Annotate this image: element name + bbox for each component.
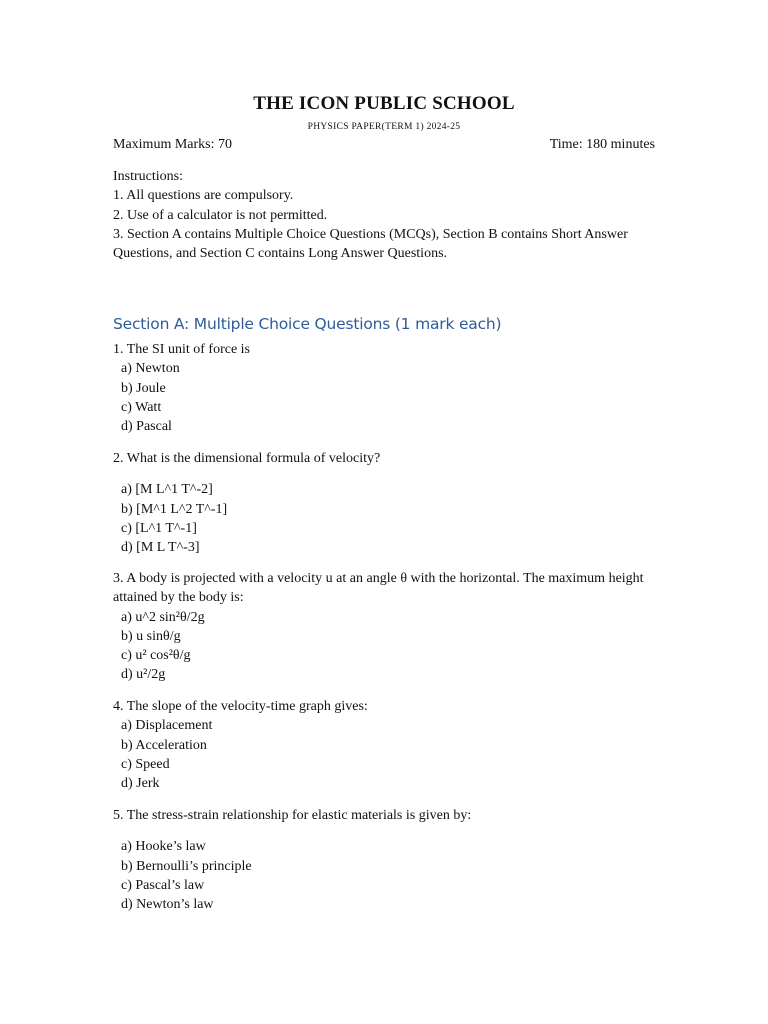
answer-option: a) Hooke’s law [121,839,206,855]
school-name: THE ICON PUBLIC SCHOOL [253,93,515,114]
question-text: 3. A body is projected with a velocity u at an angle θ with the horizontal. The maximum height attained by the body is: [113,571,644,606]
answer-option: b) u sinθ/g [121,628,181,644]
answer-option: d) Newton’s law [121,897,214,913]
section-a-heading: Section A: Multiple Choice Questions (1 mark each) [113,315,502,333]
paper-title: PHYSICS PAPER(TERM 1) 2024-25 [307,122,461,132]
time-allowed: Time: 180 minutes [549,137,655,152]
instruction-item: 2. Use of a calculator is not permitted. [113,207,328,223]
instructions-title: Instructions: [113,169,183,184]
answer-option: c) Speed [121,756,170,772]
maximum-marks: Maximum Marks: 70 [113,137,232,152]
instruction-item: 3. Section A contains Multiple Choice Questions (MCQs), Section B contains Short Answer Questions, and Section C contains Long Answer Questions. [113,226,628,262]
instructions-block [113,167,653,263]
answer-option: a) Newton [121,361,180,377]
answer-option: d) Pascal [121,419,172,435]
answer-option: a) u^2 sin²θ/2g [121,609,205,625]
answer-option: c) Watt [121,399,162,415]
answer-option: c) u² cos²θ/g [121,648,191,664]
question-block [113,449,653,557]
answer-option: c) Pascal’s law [121,877,205,893]
marks-time-row [113,137,655,153]
question-block [113,569,653,685]
answer-option: d) [M L T^-3] [121,540,200,556]
answer-option: b) Joule [121,380,166,396]
question-block [113,697,653,793]
answer-option: b) [M^1 L^2 T^-1] [121,501,228,517]
answer-option: d) u²/2g [121,667,166,683]
answer-option: b) Bernoulli’s principle [121,858,252,874]
answer-option: d) Jerk [121,776,160,792]
answer-option: a) [M L^1 T^-2] [121,482,213,498]
question-text: 5. The stress-strain relationship for elastic materials is given by: [113,808,472,823]
question-text: 1. The SI unit of force is [113,342,250,357]
answer-option: b) Acceleration [121,737,207,753]
answer-option: c) [L^1 T^-1] [121,520,197,536]
question-block [113,340,653,436]
question-block [113,806,653,914]
instruction-item: 1. All questions are compulsory. [113,188,294,204]
question-text: 2. What is the dimensional formula of velocity? [113,451,381,466]
question-text: 4. The slope of the velocity-time graph gives: [113,699,368,714]
answer-option: a) Displacement [121,718,213,734]
